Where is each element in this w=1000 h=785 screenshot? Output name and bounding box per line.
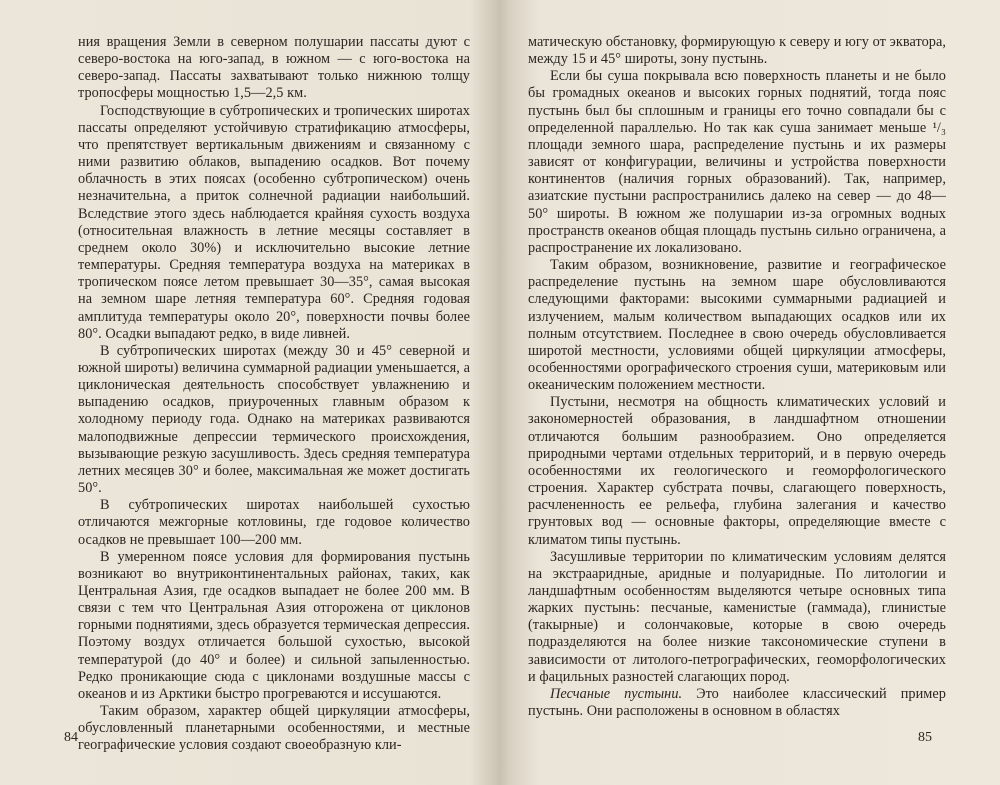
paragraph: Засушливые территории по климатическим условиям делятся на экстрааридные, аридные и полуаридные. По литологии и ландшафтным особенностям выделяются четыре основных типа жарких пустынь: песчаные, каменистые (гаммада), глинистые (такырные) и солончаковые, которые в свою очередь подразделяются на более низкие таксономические ступени в зависимости от литолого-петрографических, геоморфологических и фацильных разностей слагающих пород. <box>528 548 946 685</box>
right-page <box>528 34 946 720</box>
left-page-text <box>78 34 470 755</box>
right-page-text <box>528 34 946 720</box>
paragraph: В умеренном поясе условия для формирования пустынь возникают во внутриконтинентальных районах, таких, как Центральная Азия, где осадков выпадает не более 200 мм. В связи с тем что Центральная Азия отгорожена от циклонов горными поднятиями, здесь образуется термическая депрессия. Поэтому воздух отличается большой сухостью, высокой температурой (до 40° и более) и сильной запыленностью. Редко проникающие сюда с циклонами воздушные массы с океанов и из Арктики быстро прогреваются и иссушаются. <box>78 548 470 702</box>
page-number-left: 84 <box>64 730 78 745</box>
paragraph: Таким образом, возникновение, развитие и географическое распределение пустынь на земном шаре обусловливаются следующими факторами: высокими суммарными радиацией и излучением, малым количеством выпадающих осадков или их полным отсутствием. Последнее в свою очередь обусловливается широтой местности, условиями общей циркуляции атмосферы, особенностями орографического строения суши, материковым или океаническим положением местности. <box>528 257 946 394</box>
paragraph-text: Это наиболее классический пример пустынь. Они расположены в основном в областях <box>528 685 946 720</box>
paragraph <box>528 686 946 720</box>
paragraph: В субтропических широтах наибольшей сухостью отличаются межгорные котловины, где годовое количество осадков не превышает 100—200 мм. <box>78 497 470 548</box>
paragraph: Пустыни, несмотря на общность климатических условий и закономерностей образования, в ландшафтном отношении отличаются большим разнообразием. Оно определяется природными чертами отдельных территорий, и в первую очередь особенностями их геологического и геоморфологического строения. Характер субстрата почвы, слагающего поверхность, расчлененность ее рельефа, глубина залегания и качество грунтовых вод — основные факторы, определяющие вместе с климатом типы пустынь. <box>528 394 946 548</box>
paragraph: ния вращения Земли в северном полушарии пассаты дуют с северо-востока на юго-запад, в южном — с юго-востока на северо-запад. Пассаты захватывают только нижнюю толщу тропосферы мощностью 1,5—2,5 км. <box>78 34 470 102</box>
paragraph: Если бы суша покрывала всю поверхность планеты и не было бы громадных океанов и высоких горных поднятий, тогда пояс пустынь был бы сплошным и границы его точно совпадали бы с определенной параллелью. Но так как суша занимает меньше ¹/₃ площади земного шара, распределение пустынь и их размеры зависят от конфигурации, величины и устройства поверхности континентов (наличия горных образований). Так, например, азиатские пустыни распространились далеко на север — до 48—50° широты. В южном же полушарии из-за огромных водных пространств океанов общая площадь пустынь сильно ограничена, а распространение их локализовано. <box>528 68 946 256</box>
section-lead-italic: Песчаные пустыни. <box>550 685 683 702</box>
paragraph: матическую обстановку, формирующую к северу и югу от экватора, между 15 и 45° широты, зону пустынь. <box>528 34 946 68</box>
paragraph: Господствующие в субтропических и тропических широтах пассаты определяют устойчивую стратификацию атмосферы, что препятствует вертикальным движениям и связанному с ними развитию облаков, выпадению осадков. Вот почему облачность в этих поясах (особенно субтропическом) очень незначительна, а приток солнечной радиации наибольший. Вследствие этого здесь наблюдается крайняя сухость воздуха (относительная влажность в летние месяцы составляет в среднем около 30%) и исключительно высокие летние температуры. Средняя температура воздуха на материках в тропическом поясе летом превышает 30—35°, самая высокая на земном шаре летняя температура 60°. Средняя годовая амплитуда температуры около 20°, поверхности почвы более 80°. Осадки выпадают редко, в виде ливней. <box>78 102 470 342</box>
page-number-right: 85 <box>918 730 932 745</box>
paragraph: В субтропических широтах (между 30 и 45° северной и южной широты) величина суммарной радиации уменьшается, а циклоническая деятельность способствует увлажнению и выпадению осадков, приуроченных главным образом к холодному периоду года. Однако на материках развиваются малоподвижные депрессии термического происхождения, вызывающие резкую засушливость. Здесь средняя температура летних месяцев 30° и более, максимальная же может достигать 50°. <box>78 342 470 497</box>
left-page <box>78 34 470 755</box>
paragraph: Таким образом, характер общей циркуляции атмосферы, обусловленный планетарными особенностями, и местные географические условия создают своеобразную кли- <box>78 703 470 754</box>
